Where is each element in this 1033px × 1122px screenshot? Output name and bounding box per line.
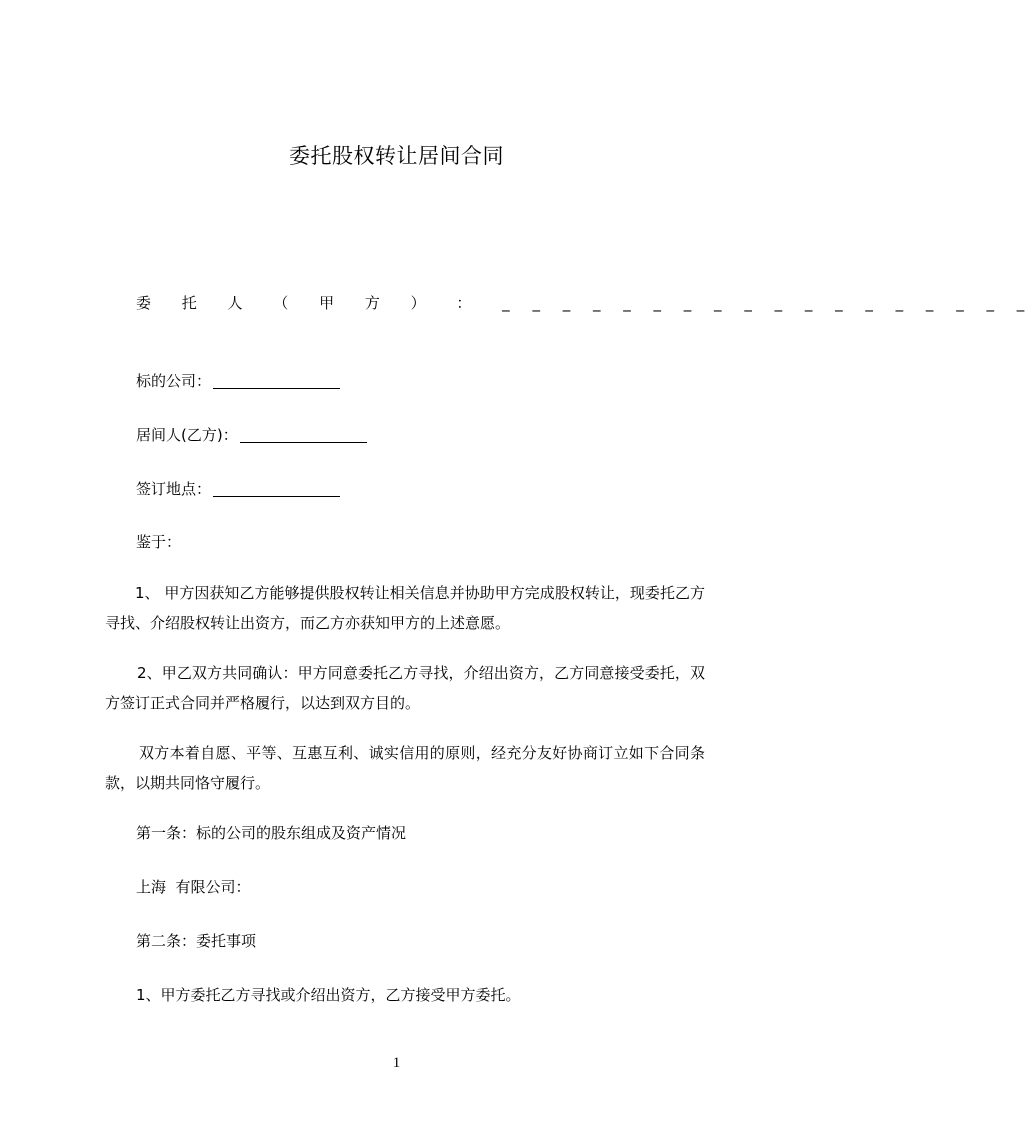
target-company-label: 标的公司： <box>136 372 212 390</box>
target-company-blank <box>213 370 340 389</box>
company-line: 上海 有限公司： <box>136 878 251 896</box>
clause-1-paragraph: 1、 甲方因获知乙方能够提供股权转让相关信息并协助甲方完成股权转让，现委托乙方寻找、介绍股权转让出资方，而乙方亦获知甲方的上述意愿。 <box>105 584 705 632</box>
entrust-party-line <box>136 288 1033 318</box>
principle-paragraph: 双方本着自愿、平等、互惠互利、诚实信用的原则，经充分友好协商订立如下合同条款，以期共同恪守履行。 <box>105 744 705 792</box>
article-2-heading: 第二条：委托事项 <box>136 932 257 950</box>
entrust-party-blank: _ _ _ _ _ _ _ _ _ _ _ _ _ _ _ _ _ _ <box>502 294 1033 312</box>
article-1-heading: 第一条：标的公司的股东组成及资产情况 <box>136 824 407 842</box>
intermediary-field <box>136 420 367 450</box>
document-title: 委托股权转让居间合同 <box>289 144 504 168</box>
entrust-party-label: 委 托 人 （ 甲 方 ） ： <box>136 294 485 312</box>
signing-place-field <box>136 474 340 504</box>
target-company-field <box>136 366 340 396</box>
intermediary-label: 居间人(乙方)： <box>136 426 238 444</box>
article-2-item-1: 1、甲方委托乙方寻找或介绍出资方，乙方接受甲方委托。 <box>136 986 521 1004</box>
signing-place-label: 签订地点： <box>136 480 212 498</box>
clause-2-paragraph: 2、甲乙双方共同确认：甲方同意委托乙方寻找，介绍出资方，乙方同意接受委托，双方签订正式合同并严格履行，以达到双方目的。 <box>105 664 705 712</box>
intermediary-blank <box>240 424 367 443</box>
page-number: 1 <box>392 1055 401 1071</box>
signing-place-blank <box>213 478 340 497</box>
whereas-heading: 鉴于： <box>136 533 182 551</box>
